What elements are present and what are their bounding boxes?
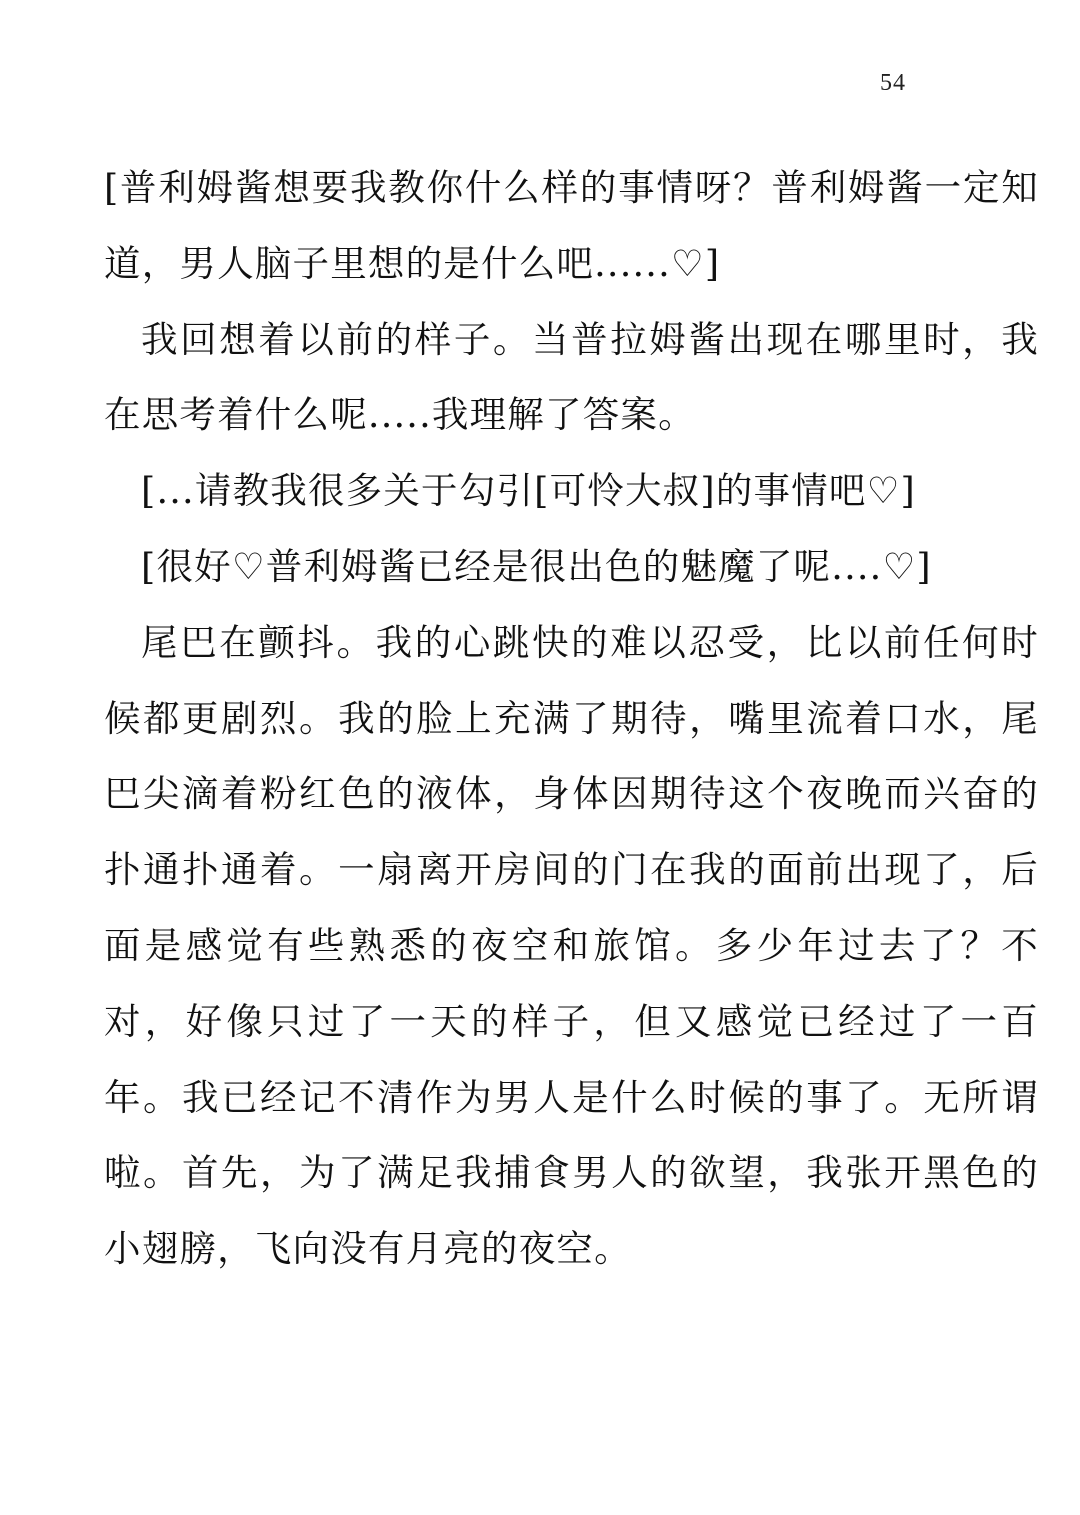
paragraph-4: [很好♡普利姆酱已经是很出色的魅魔了呢....♡] (141, 544, 932, 588)
page-body (104, 150, 1039, 1287)
paragraph-2: 我回想着以前的样子。当普拉姆酱出现在哪里时，我在思考着什么呢.....我理解了答案。 (104, 317, 1039, 437)
bleed-through-marks (520, 128, 900, 136)
paragraph-3: [...请教我很多关于勾引[可怜大叔]的事情吧♡] (141, 469, 916, 513)
paragraph-5: 尾巴在颤抖。我的心跳快的难以忍受，比以前任何时候都更剧烈。我的脸上充满了期待，嘴里流着口水，尾巴尖滴着粉红色的液体，身体因期待这个夜晚而兴奋的扑通扑通着。一扇离开房间的门在我的面前出现了，后面是感觉有些熟悉的夜空和旅馆。多少年过去了？不对，好像只过了一天的样子，但又感觉已经过了一百年。我已经记不清作为男人是什么时候的事了。无所谓啦。首先，为了满足我捕食男人的欲望，我张开黑色的小翅膀，飞向没有月亮的夜空。 (104, 620, 1039, 1271)
page-number: 54 (880, 70, 906, 96)
paragraph-1: [普利姆酱想要我教你什么样的事情呀？普利姆酱一定知道，男人脑子里想的是什么吧......♡] (104, 166, 1039, 285)
